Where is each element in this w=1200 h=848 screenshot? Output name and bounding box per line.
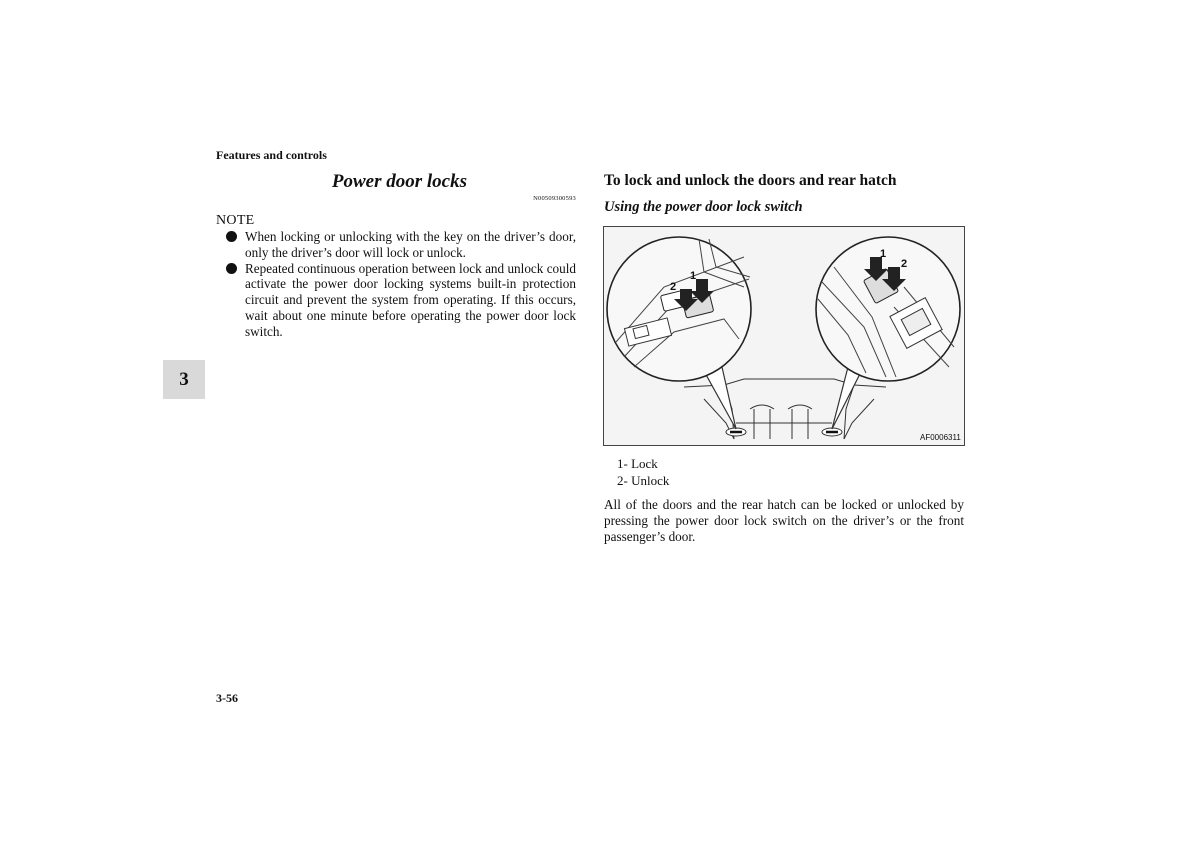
right-callout-2: 2	[901, 258, 908, 270]
bullet-icon	[226, 231, 237, 242]
left-switch-detail	[607, 237, 751, 381]
door-lock-switch-figure	[603, 226, 965, 446]
section-heading: To lock and unlock the doors and rear hatch	[604, 172, 897, 189]
note-item-text: When locking or unlocking with the key on the driver’s door, only the driver’s door will lock or unlock.	[245, 229, 576, 260]
door-lock-switch-illustration	[604, 227, 964, 445]
body-paragraph: All of the doors and the rear hatch can be locked or unlocked by pressing the power door lock switch on the driver’s or the front passenger’s door.	[604, 497, 964, 544]
left-callout-1: 1	[690, 270, 697, 282]
right-switch-detail	[816, 237, 960, 381]
note-list	[226, 229, 576, 340]
page-number: 3-56	[216, 691, 238, 705]
section-subheading: Using the power door lock switch	[604, 199, 803, 215]
page-title: Power door locks	[331, 171, 467, 192]
note-item	[226, 229, 576, 261]
section-code: N00509300593	[533, 195, 576, 202]
chapter-tab	[163, 360, 205, 399]
chapter-tab-number: 3	[179, 368, 189, 390]
note-item	[226, 261, 576, 340]
running-header: Features and controls	[216, 148, 327, 162]
bullet-icon	[226, 263, 237, 274]
right-callout-1: 1	[880, 248, 887, 260]
figure-code: AF0006311	[920, 433, 961, 442]
legend-item-unlock: 2- Unlock	[617, 472, 670, 488]
note-label: NOTE	[216, 213, 255, 228]
note-item-text: Repeated continuous operation between lock and unlock could activate the power door locking systems built-in protection circuit and prevent the system from operating. If this occurs, wait about one minute before operating the power door lock switch.	[245, 260, 576, 339]
left-callout-2: 2	[670, 281, 677, 293]
figure-legend	[617, 456, 669, 489]
legend-item-lock: 1- Lock	[617, 456, 658, 471]
